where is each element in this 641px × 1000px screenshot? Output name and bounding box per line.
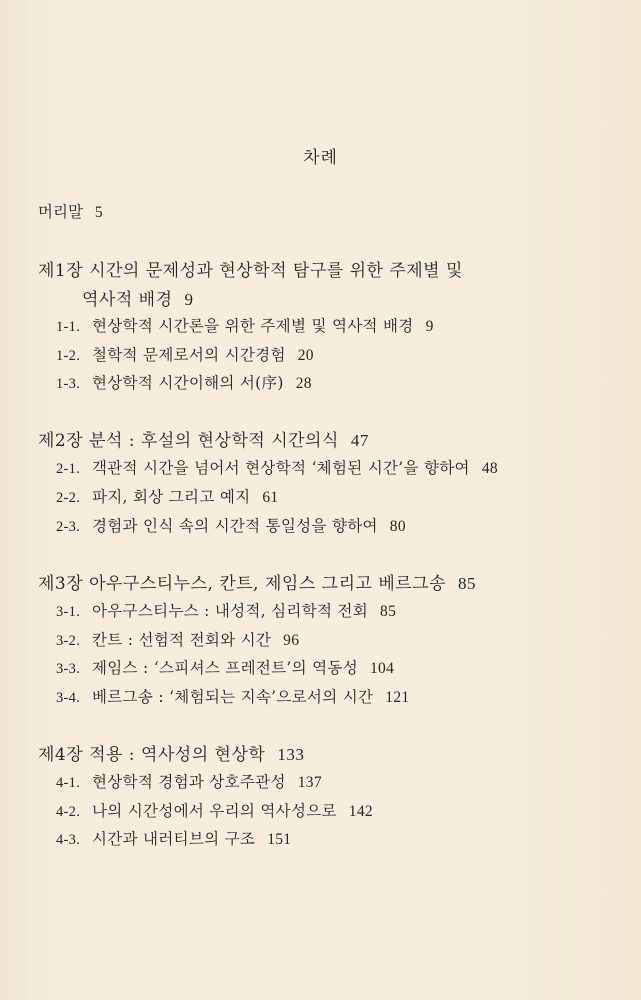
chapter-label: 제1장 시간의 문제성과 현상학적 탐구를 위한 주제별 및 [38,261,463,281]
section-label: 객관적 시간을 넘어서 현상학적 ‘체험된 시간’을 향하여 [92,459,470,477]
toc-section-2-2 [56,485,278,507]
toc-chapter-3 [38,569,476,594]
section-label: 경험과 인식 속의 시간적 통일성을 향하여 [92,517,378,535]
toc-chapter-4 [38,740,304,765]
section-label: 현상학적 경험과 상호주관성 [92,773,286,791]
section-number: 3-4. [56,690,81,706]
section-label: 현상학적 시간론을 위한 주제별 및 역사적 배경 [92,317,414,335]
toc-title: 차례 [303,148,338,168]
section-number: 4-2. [56,804,81,820]
section-number: 1-2. [56,348,81,364]
section-page: 80 [389,518,406,535]
section-page: 96 [283,632,300,649]
section-page: 85 [380,603,397,620]
entry-page: 5 [94,204,103,221]
section-number: 2-3. [56,519,81,535]
section-page: 20 [297,347,314,364]
toc-chapter-1-cont [82,285,194,310]
section-page: 121 [385,689,410,706]
chapter-page: 9 [184,290,194,309]
toc-section-1-1 [56,314,434,336]
toc-section-4-3 [56,827,291,849]
section-number: 4-3. [56,832,81,848]
section-label: 시간과 내러티브의 구조 [92,830,256,848]
section-page: 151 [267,831,292,848]
section-page: 137 [297,774,322,791]
toc-section-3-4 [56,685,409,707]
toc-section-3-3 [56,656,394,678]
toc-section-1-2 [56,343,314,365]
toc-section-2-1 [56,456,498,478]
section-label: 베르그송 : ‘체험되는 지속’으로서의 시간 [92,688,374,706]
section-number: 3-2. [56,633,81,649]
section-label: 철학적 문제로서의 시간경험 [92,346,286,364]
chapter-label: 제2장 분석 : 후설의 현상학적 시간의식 [38,431,339,451]
chapter-label: 제4장 적용 : 역사성의 현상학 [38,745,266,765]
toc-chapter-2 [38,426,369,451]
section-label: 파지, 회상 그리고 예지 [92,488,251,506]
toc-section-4-1 [56,770,322,792]
chapter-label: 제3장 아우구스티누스, 칸트, 제임스 그리고 베르그송 [38,574,447,594]
section-page: 142 [348,803,373,820]
section-label: 현상학적 시간이해의 서(序) [92,374,284,392]
section-page: 28 [295,375,312,392]
entry-label: 머리말 [38,203,83,221]
section-label: 아우구스티누스 : 내성적, 심리학적 전회 [92,602,369,620]
section-page: 61 [262,489,279,506]
chapter-page: 47 [350,431,369,450]
section-number: 2-1. [56,461,81,477]
section-number: 3-1. [56,604,81,620]
chapter-page: 133 [277,745,305,764]
section-page: 104 [369,660,395,677]
section-number: 1-3. [56,376,81,392]
section-label: 칸트 : 선험적 전회와 시간 [92,631,272,649]
toc-chapter-1 [38,256,463,281]
toc-section-3-2 [56,628,299,650]
toc-section-4-2 [56,799,373,821]
toc-section-3-1 [56,599,396,621]
section-number: 1-1. [56,319,81,335]
toc-entry-preface [38,200,103,222]
section-number: 3-3. [56,661,81,677]
chapter-page: 85 [458,574,477,593]
section-label: 나의 시간성에서 우리의 역사성으로 [92,802,337,820]
toc-section-2-3 [56,514,406,536]
toc-section-1-3 [56,371,312,393]
section-label: 제임스 : ‘스피셔스 프레전트’의 역동성 [92,659,358,677]
section-number: 4-1. [56,775,81,791]
section-page: 48 [481,460,498,477]
section-page: 9 [425,318,434,335]
chapter-label-cont: 역사적 배경 [82,290,173,310]
section-number: 2-2. [56,490,81,506]
